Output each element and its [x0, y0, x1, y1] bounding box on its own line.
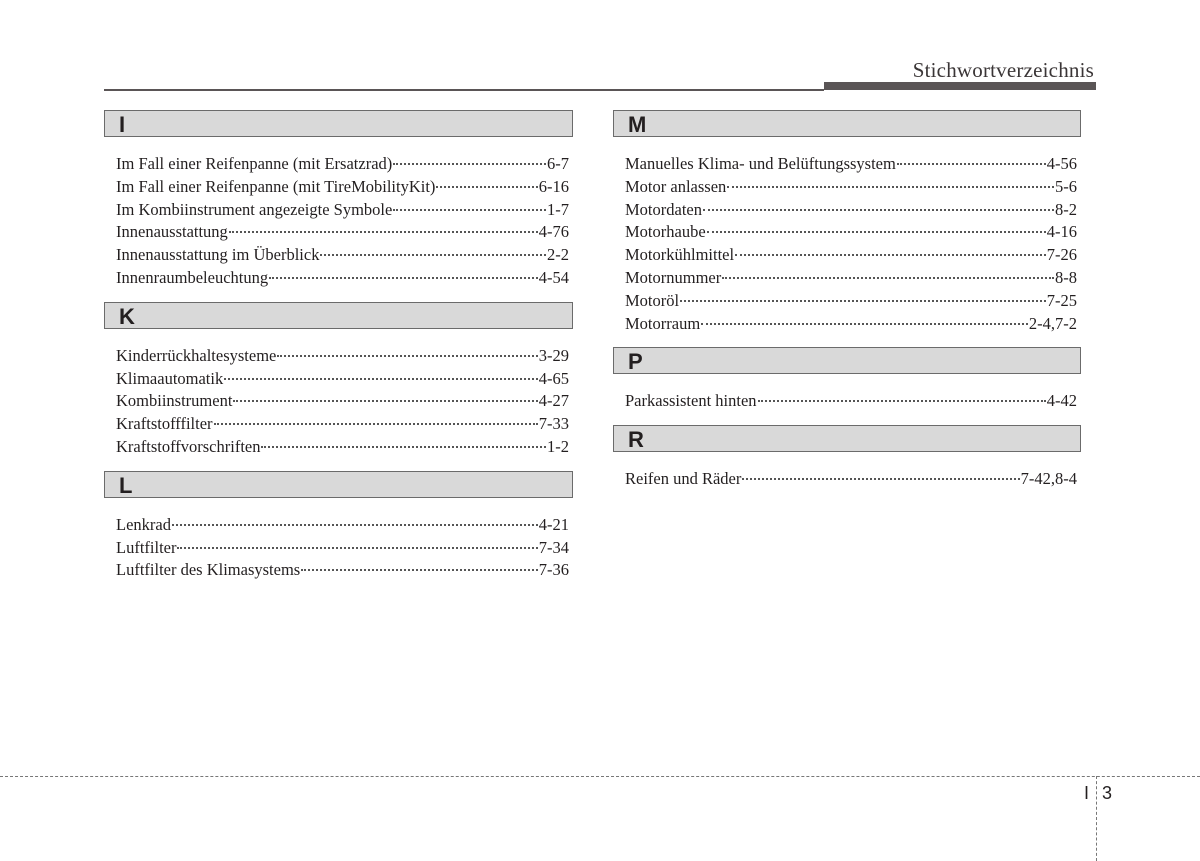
dot-leader [277, 355, 537, 357]
index-section-m [613, 110, 1081, 347]
index-entry [116, 345, 569, 368]
index-section-r [613, 425, 1081, 503]
dot-leader [727, 186, 1054, 188]
index-entry-page: 4-56 [1046, 154, 1077, 173]
header-rule [104, 89, 824, 91]
dot-leader [707, 231, 1046, 233]
dot-leader [897, 163, 1046, 165]
index-entry-page: 7-33 [538, 414, 569, 434]
dot-leader [261, 446, 546, 448]
index-entry [116, 176, 569, 199]
index-entry-page: 4-65 [538, 368, 569, 388]
index-entry-page: 7-26 [1046, 245, 1077, 265]
dot-leader [393, 209, 546, 211]
index-entry [116, 221, 569, 244]
index-entry-term: Kombiinstrument [116, 391, 233, 411]
dot-leader [301, 569, 538, 571]
index-entry [116, 267, 569, 290]
page-header-title: Stichwortverzeichnis [912, 58, 1094, 82]
footer-page-number: 3 [1102, 783, 1113, 803]
footer-section-label: I [1084, 783, 1090, 803]
index-section-k [104, 302, 573, 471]
dot-leader [703, 209, 1054, 211]
index-entry-term: Luftfilter des Klimasystems [116, 560, 301, 580]
index-entry-term: Luftfilter [116, 537, 177, 557]
index-entry-term: Innenausstattung im Überblick [116, 245, 320, 265]
dot-leader [229, 231, 538, 233]
index-entry-page: 5-6 [1055, 176, 1077, 196]
dot-leader [735, 254, 1046, 256]
index-entry-term: Innenraumbeleuchtung [116, 267, 269, 287]
index-entry-page: 6-7 [547, 154, 569, 173]
index-entry-list [104, 137, 573, 302]
index-entry-term: Motorraum [625, 313, 701, 333]
index-entry [116, 390, 569, 413]
section-letter-heading: I [104, 110, 573, 137]
dot-leader [177, 547, 537, 549]
dot-leader [214, 423, 538, 425]
index-entry-term: Motornummer [625, 267, 722, 287]
index-entry [116, 199, 569, 222]
section-letter-heading: M [613, 110, 1081, 137]
index-entry-list [613, 374, 1081, 425]
section-letter-heading: K [104, 302, 573, 329]
index-entry-page: 8-2 [1055, 199, 1077, 219]
index-section-l [104, 471, 573, 594]
index-entry [116, 413, 569, 436]
index-entry-page: 4-76 [538, 222, 569, 242]
index-section-p [613, 347, 1081, 425]
index-entry-page: 4-21 [538, 514, 569, 534]
index-entry-page: 4-54 [538, 267, 569, 287]
index-entry [625, 153, 1077, 176]
index-entry [625, 267, 1077, 290]
index-entry-page: 4-42 [1046, 391, 1077, 411]
index-entry-page: 6-16 [538, 176, 569, 196]
index-entry [625, 313, 1077, 336]
footer-rule [0, 776, 1200, 777]
index-entry-page: 1-2 [547, 436, 569, 456]
index-entry [116, 244, 569, 267]
index-entry-page: 3-29 [538, 345, 569, 365]
dot-leader [269, 277, 538, 279]
index-section-i [104, 110, 573, 302]
index-entry-page: 7-42,8-4 [1020, 469, 1077, 489]
dot-leader [722, 277, 1054, 279]
section-letter-heading: P [613, 347, 1081, 374]
index-entry-term: Motordaten [625, 199, 702, 219]
index-entry [116, 537, 569, 560]
index-entry-term: Kraftstoffvorschriften [116, 436, 261, 456]
dot-leader [224, 378, 538, 380]
index-entry [625, 199, 1077, 222]
index-column-left [104, 110, 573, 594]
section-letter-heading: L [104, 471, 573, 498]
index-entry-term: Im Fall einer Reifenpanne (mit Ersatzrad) [116, 154, 393, 173]
index-entry-page: 4-16 [1046, 222, 1077, 242]
index-entry [625, 221, 1077, 244]
index-entry-term: Kinderrückhaltesysteme [116, 345, 277, 365]
dot-leader [320, 254, 546, 256]
index-entry-term: Im Fall einer Reifenpanne (mit TireMobilityKit) [116, 176, 436, 196]
index-entry-term: Parkassistent hinten [625, 391, 757, 411]
index-entry-term: Reifen und Räder [625, 469, 742, 489]
index-entry-term: Klimaautomatik [116, 368, 224, 388]
index-entry [625, 290, 1077, 313]
index-entry-page: 1-7 [547, 199, 569, 219]
index-entry-page: 7-25 [1046, 290, 1077, 310]
index-entry [116, 514, 569, 537]
index-entry-page: 2-2 [547, 245, 569, 265]
index-entry-list [104, 329, 573, 471]
header-rule-accent [824, 82, 1096, 90]
index-entry-page: 7-34 [538, 537, 569, 557]
index-entry [625, 390, 1077, 413]
dot-leader [758, 400, 1046, 402]
index-entry-term: Motoröl [625, 290, 680, 310]
index-entry [116, 368, 569, 391]
index-entry-list [104, 498, 573, 594]
index-entry [116, 436, 569, 459]
dot-leader [172, 524, 538, 526]
dot-leader [233, 400, 537, 402]
index-entry-term: Kraftstofffilter [116, 414, 213, 434]
dot-leader [742, 478, 1019, 480]
index-entry-list [613, 137, 1081, 347]
dot-leader [393, 163, 546, 165]
index-entry-term: Motorkühlmittel [625, 245, 735, 265]
index-entry-page: 8-8 [1055, 267, 1077, 287]
index-entry-page: 4-27 [538, 391, 569, 411]
index-column-right [613, 110, 1081, 503]
index-entry [625, 468, 1077, 491]
index-entry-page: 2-4,7-2 [1028, 313, 1077, 333]
index-entry [116, 559, 569, 582]
dot-leader [436, 186, 537, 188]
index-entry [116, 153, 569, 176]
footer-divider [1096, 776, 1097, 861]
index-entry-term: Innenausstattung [116, 222, 228, 242]
index-entry [625, 244, 1077, 267]
index-entry-term: Lenkrad [116, 514, 171, 534]
section-letter-heading: R [613, 425, 1081, 452]
index-entry [625, 176, 1077, 199]
dot-leader [701, 323, 1028, 325]
index-entry-page: 7-36 [538, 560, 569, 580]
dot-leader [680, 300, 1046, 302]
index-entry-term: Manuelles Klima- und Belüftungssystem [625, 154, 896, 173]
index-entry-list [613, 452, 1081, 503]
index-entry-term: Motor anlassen [625, 176, 727, 196]
index-entry-term: Motorhaube [625, 222, 706, 242]
index-entry-term: Im Kombiinstrument angezeigte Symbole [116, 199, 393, 219]
